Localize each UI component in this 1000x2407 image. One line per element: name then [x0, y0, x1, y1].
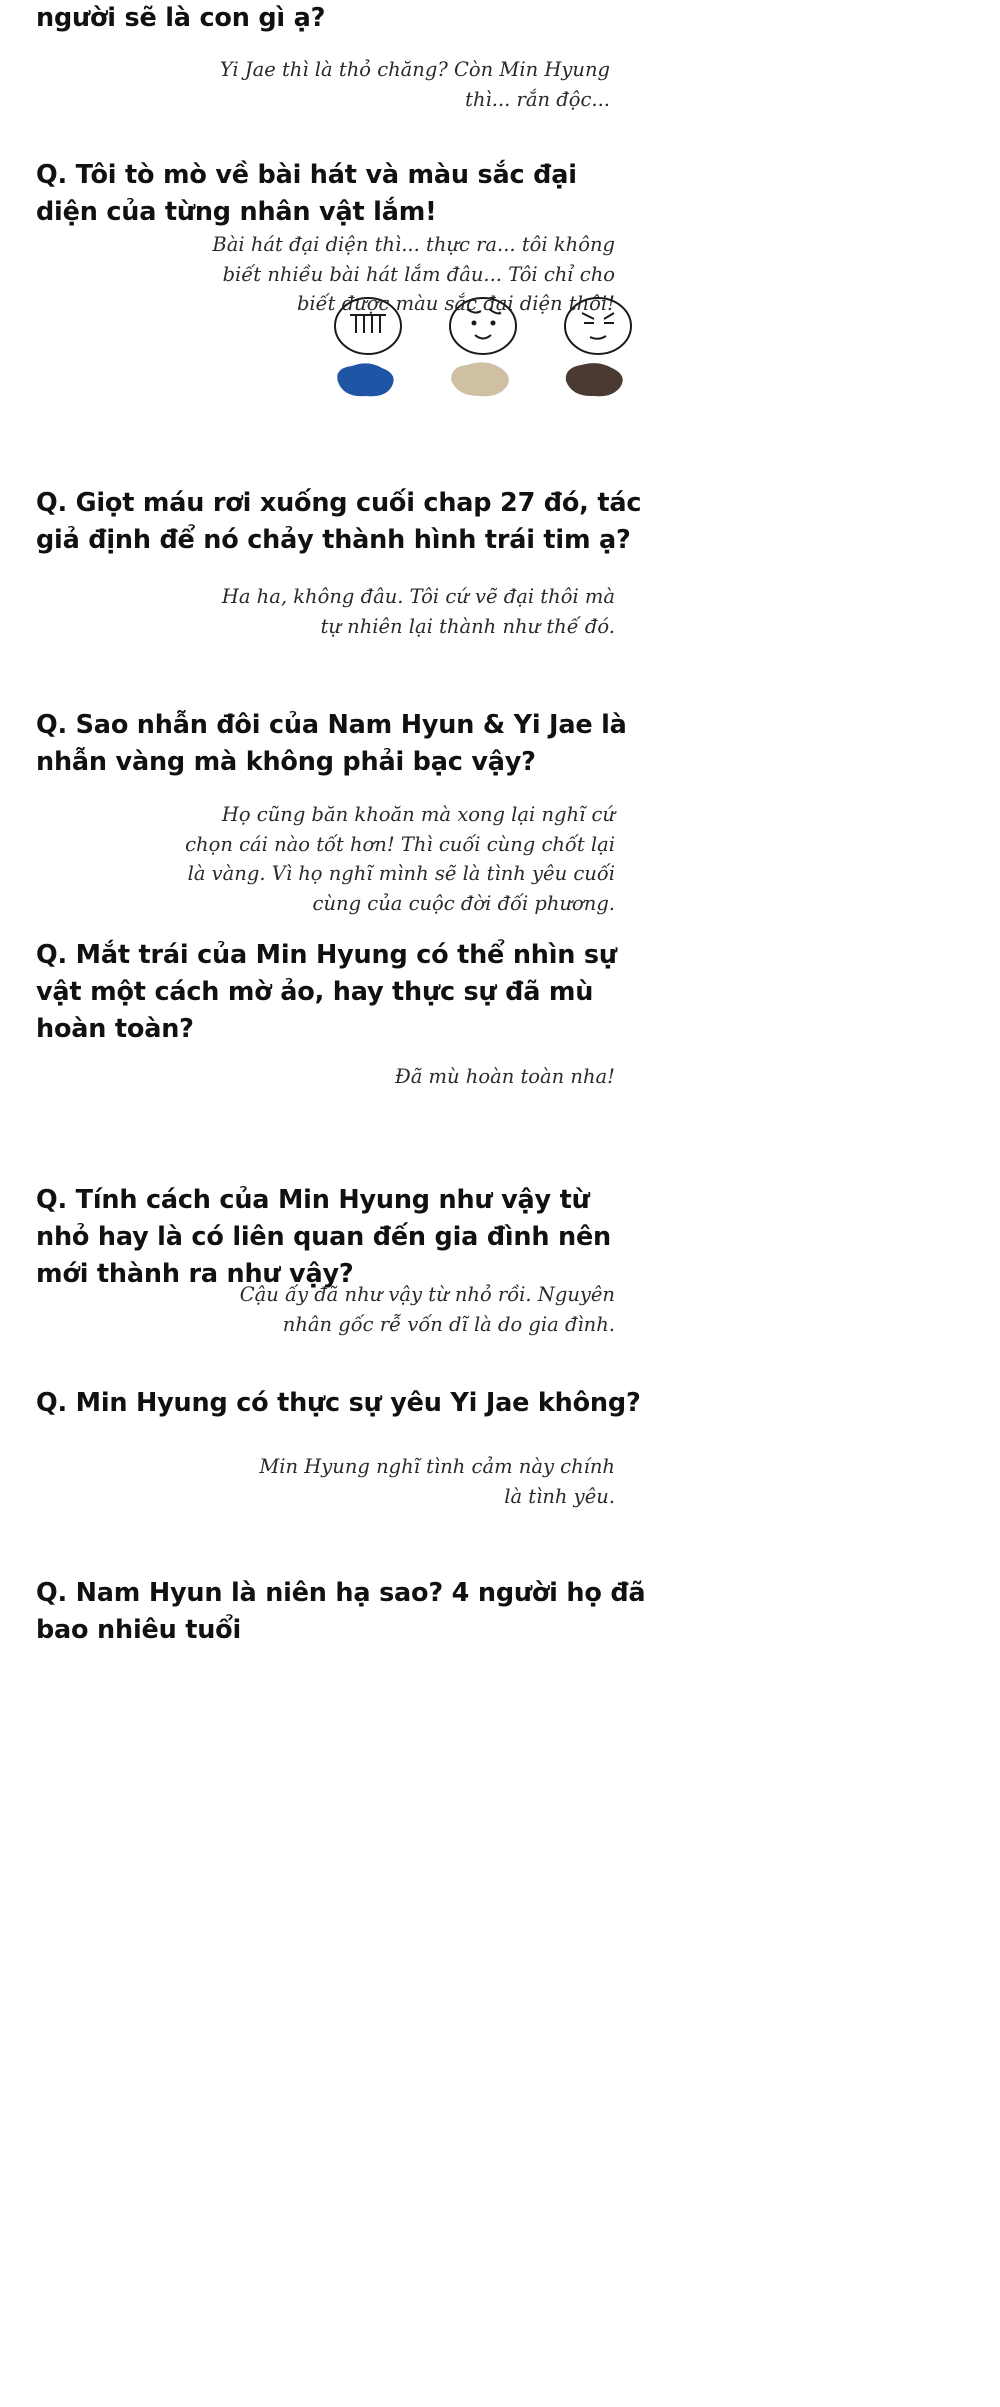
- character-face-row: [330, 295, 630, 355]
- question-love: Q. Min Hyung có thực sự yêu Yi Jae không?: [36, 1388, 641, 1418]
- answer-personality: Cậu ấy đã như vậy từ nhỏ rồi. Nguyên nhân gốc rễ vốn dĩ là do gia đình.: [239, 1283, 615, 1336]
- answer-song-color: Bài hát đại diện thì... thực ra... tôi không biết nhiều bài hát lắm đâu... Tôi chỉ cho biết được màu sắc đại diện thôi!: [212, 233, 615, 316]
- swatch-beige: [445, 360, 523, 406]
- character-color-swatch-row: [330, 360, 630, 410]
- swatch-dark-brown: [560, 360, 638, 406]
- answer-left-eye: Đã mù hoàn toàn nha!: [394, 1065, 615, 1088]
- question-age: Q. Nam Hyun là niên hạ sao? 4 người họ đã bao nhiêu tuổi: [36, 1578, 646, 1645]
- answer-carryover: Yi Jae thì là thỏ chăng? Còn Min Hyung thì... rắn độc...: [219, 58, 610, 111]
- question-personality: Q. Tính cách của Min Hyung như vậy từ nhỏ hay là có liên quan đến gia đình nên mới thành ra như vậy?: [36, 1185, 612, 1289]
- answer-blood-drop: Ha ha, không đâu. Tôi cứ vẽ đại thôi mà tự nhiên lại thành như thế đó.: [221, 585, 615, 638]
- question-blood-drop: Q. Giọt máu rơi xuống cuối chap 27 đó, tác giả định để nó chảy thành hình trái tim ạ?: [36, 488, 642, 555]
- answer-gold-rings: Họ cũng băn khoăn mà xong lại nghĩ cứ chọn cái nào tốt hơn! Thì cuối cùng chốt lại là vàng. Vì họ nghĩ mình sẽ là tình yêu cuối cùng của cuộc đời đối phương.: [185, 803, 615, 915]
- swatch-blue: [330, 360, 408, 406]
- question-carryover: người sẽ là con gì ạ?: [36, 3, 326, 33]
- question-song-color: Q. Tôi tò mò về bài hát và màu sắc đại diện của từng nhân vật lắm!: [36, 160, 577, 227]
- question-left-eye: Q. Mắt trái của Min Hyung có thể nhìn sự vật một cách mờ ảo, hay thực sự đã mù hoàn toàn?: [36, 940, 617, 1044]
- question-gold-rings: Q. Sao nhẫn đôi của Nam Hyun & Yi Jae là nhẫn vàng mà không phải bạc vậy?: [36, 710, 627, 777]
- answer-love: Min Hyung nghĩ tình cảm này chính là tình yêu.: [259, 1455, 615, 1508]
